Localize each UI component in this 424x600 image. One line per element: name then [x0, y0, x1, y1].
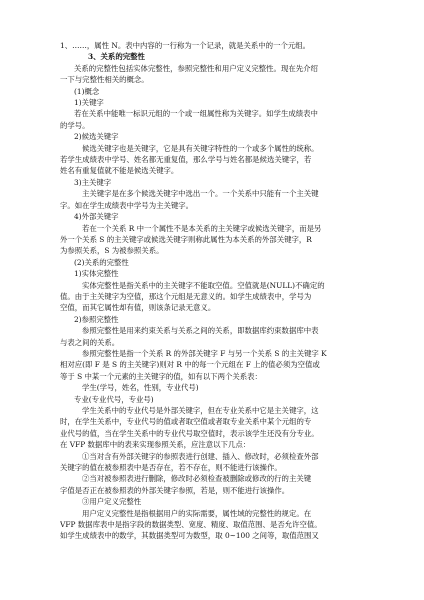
text-line: 外一个关系 S 的主关键字或候选关键字则称此属性为本关系的外部关键字，R: [60, 234, 312, 244]
text-line: 专业(专业代号，专业号): [74, 394, 154, 404]
text-line: 为参照关系，S 为被参照关系。: [60, 246, 164, 256]
text-line: 姓名有重复值就不能是候选关键字。: [60, 166, 179, 176]
text-line: 用户定义完整性是指根据用户的实际需要，属性域的完整性的规定。在: [82, 508, 312, 518]
text-line: ①当对含有外部关键字的参照表进行创建、插入、修改时，必须检查外部: [82, 451, 319, 461]
text-line: 学生(学号，姓名，性别，专业代号): [82, 383, 199, 393]
text-line: 参照完整性是用来约束关系与关系之间的关系，即数据库约束数据库中表: [82, 326, 319, 336]
text-line: 关键字的值在被参照表中是否存在，若不存在，则不能进行该操作。: [60, 463, 282, 473]
text-line: (1)概念: [74, 86, 100, 96]
text-line: 1)实体完整性: [74, 269, 119, 279]
text-line: 在 VFP 数据库中的表来实现参照关系，应注意以下几点：: [60, 440, 251, 450]
text-line: ③用户定义完整性: [82, 497, 142, 507]
text-line: 1、……，属性 N。表中内容的一行称为一个记录，就是关系中的一个元组。: [60, 41, 311, 50]
text-line: 与表之间的关系。: [60, 337, 120, 347]
text-line: 主关键字是在多个候选关键字中选出一个。一个关系中只能有一个主关键: [82, 189, 319, 199]
text-line: 实体完整性是指关系中的主关键字不能取空值。空值就是(NULL)不确定的: [82, 280, 325, 290]
text-line: 业代号的值，当在学生关系中的专业代号取空值时，表示该学生还没有分专业。: [60, 428, 319, 438]
text-line: 空值，而其它属性却有值，则该条记录无意义。: [60, 303, 216, 313]
text-line: 值。由于主关键字为空值，那这个元组是无意义的。如学生成绩表中，学号为: [60, 291, 312, 301]
text-line: 候选关键字也是关键字，它是具有关键字特性的一个或多个属性的统称。: [82, 143, 319, 153]
text-line: 学生关系中的专业代号是外部关键字，但在专业关系中它是主关键字，这: [82, 406, 319, 415]
text-line: 关系的完整性包括实体完整性，参照完整性和用户定义完整性。现在先介绍: [74, 63, 318, 73]
section-heading: 3、关系的完整性: [88, 52, 145, 62]
text-line: 的学号。: [60, 120, 90, 130]
text-line: 等于 S 中某一个元素的主关键字的值，如有以下两个关系表：: [60, 371, 262, 381]
text-line: 参照完整性是指一个关系 R 的外部关键字 F 与另一个关系 S 的主关键字 K: [82, 348, 327, 358]
text-line: 2)候选关键字: [74, 132, 119, 142]
text-line: VFP 数据库表中是指字段的数据类型、宽度、精度、取值范围、是否允许空值。: [60, 520, 322, 530]
text-line: (2)关系的完整性: [74, 257, 129, 267]
text-line: 字。如在学生成绩表中学号为主关键字。: [60, 200, 194, 210]
text-line: 1)关键字: [74, 98, 104, 108]
text-line: 3)主关键字: [74, 177, 112, 187]
text-line: 如学生成绩表中的数学，其数据类型可为数型，取 0~100 之间等，取值范围又: [60, 531, 319, 541]
text-line: 字值是否正在被参照表的外部关键字参照，若是，则不能进行该操作。: [60, 485, 290, 495]
text-line: 相对应(即 F 是 S 的主关键字)则对 R 中的每一个元组在 F 上的值必须为空值或: [60, 360, 320, 370]
text-line: 若学生成绩表中学号、姓名都无重复值，那么学号与姓名都是候选关键字，若: [60, 155, 312, 165]
text-line: 时，在学生关系中，专业代号的值或者取空值或者取专业关系中某个元组的专: [60, 417, 312, 427]
text-line: ②当对被参照表进行删除，修改时必须检查被删除或修改的行的主关键: [82, 474, 312, 484]
text-line: 一下与完整性相关的概念。: [60, 75, 149, 85]
text-line: 若在关系中能唯一标识元组的一个或一组属性称为关键字。如学生成绩表中: [74, 109, 318, 119]
text-line: 若在一个关系 R 中一个属性不是本关系的主关键字或候选关键字，而是另: [82, 223, 322, 233]
text-line: 4)外部关键字: [74, 212, 119, 222]
text-line: 2)参照完整性: [74, 314, 119, 324]
